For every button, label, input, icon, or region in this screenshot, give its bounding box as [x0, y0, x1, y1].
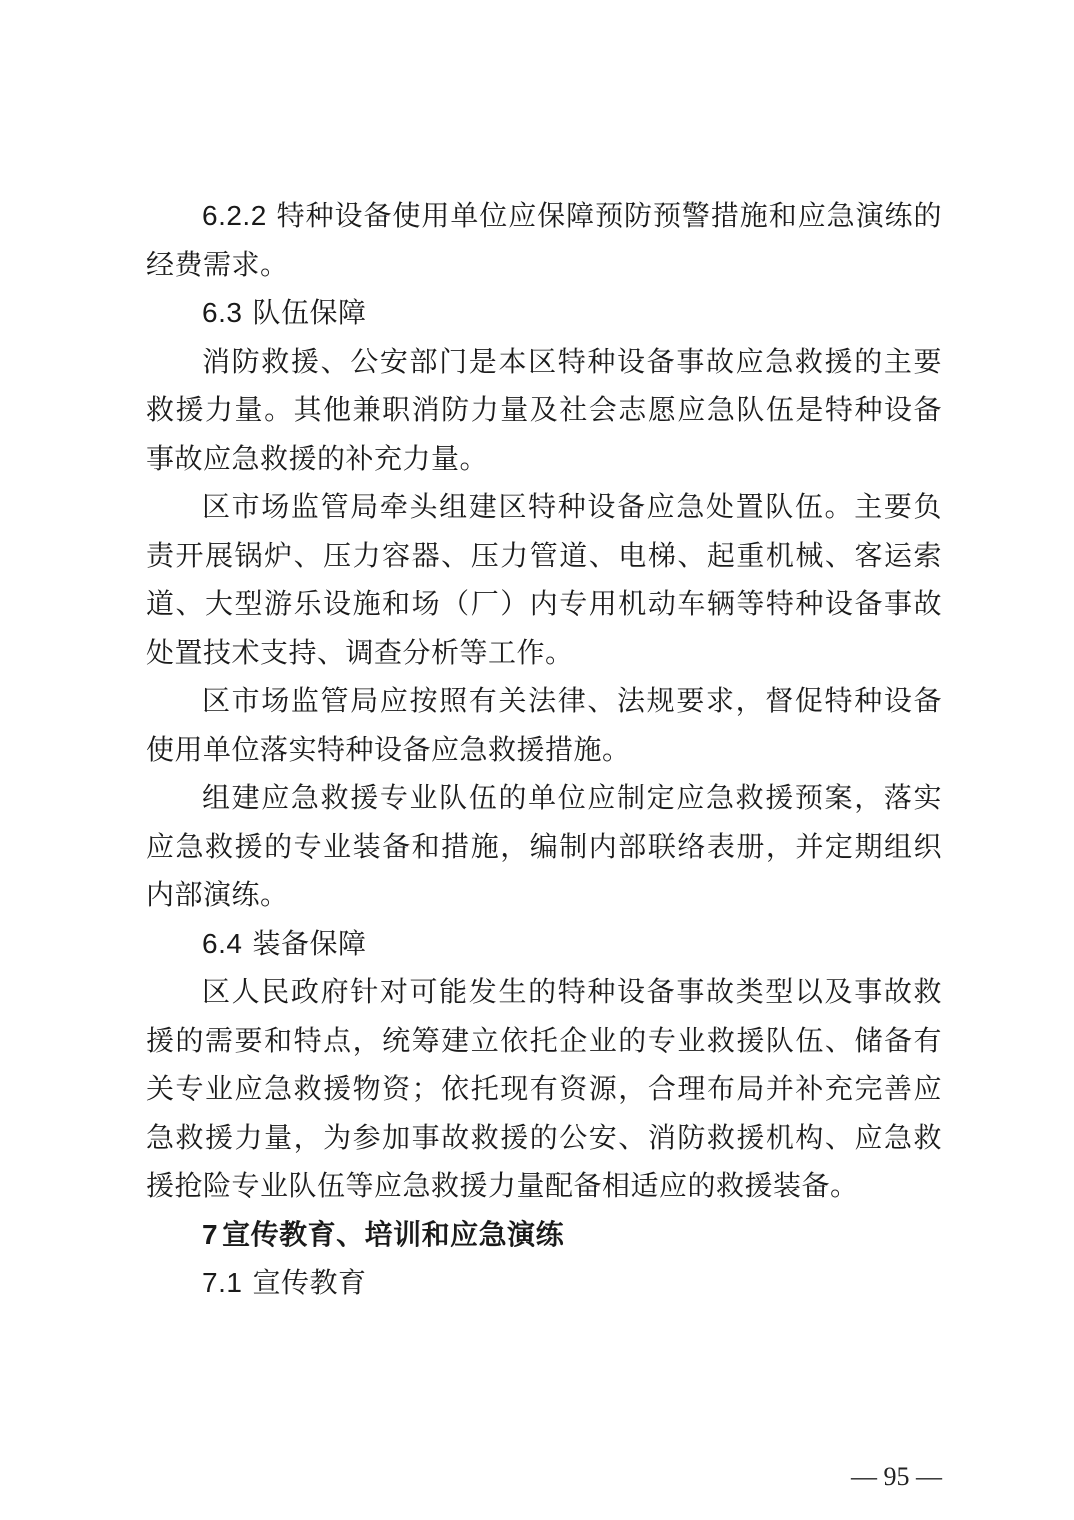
paragraph-equipment: 区人民政府针对可能发生的特种设备事故类型以及事故救援的需要和特点，统筹建立依托企业的专业救援队伍、储备有关专业应急救援物资；依托现有资源，合理布局并补充完善应急救援力量，为参加事故救援的公安、消防救援机构、应急救援抢险专业队伍等应急救援力量配备相适应的救援装备。 [146, 975, 942, 1202]
section-title: 装备保障 [252, 926, 367, 960]
section-title: 宣传教育、培训和应急演练 [222, 1217, 565, 1251]
paragraph-professional-team: 组建应急救援专业队伍的单位应制定应急救援预案，落实应急救援的专业装备和措施，编制内部联络表册，并定期组织内部演练。 [146, 781, 942, 911]
section-title: 宣传教育 [252, 1266, 367, 1299]
section-number: 6.2.2 [202, 200, 267, 231]
paragraph-disposal-team: 区市场监管局牵头组建区特种设备应急处置队伍。主要负责开展锅炉、压力容器、压力管道、电梯、起重机械、客运索道、大型游乐设施和场（厂）内专用机动车辆等特种设备事故处置技术支持、调查分析等工作。 [146, 490, 942, 669]
paragraph-rescue-forces: 消防救援、公安部门是本区特种设备事故应急救援的主要救援力量。其他兼职消防力量及社会志愿应急队伍是特种设备事故应急救援的补充力量。 [146, 344, 942, 475]
paragraph-6-2-2 [146, 192, 942, 289]
section-number: 6.3 [202, 297, 243, 328]
section-number: 7.1 [202, 1267, 243, 1298]
heading-7 [146, 1211, 942, 1260]
page-number: — 95 — [851, 1462, 942, 1491]
section-title: 队伍保障 [252, 296, 367, 329]
page-body [146, 192, 942, 1308]
heading-7-1 [146, 1259, 942, 1308]
heading-6-4 [146, 920, 942, 969]
paragraph-supervision: 区市场监管局应按照有关法律、法规要求，督促特种设备使用单位落实特种设备应急救援措施。 [146, 684, 942, 766]
paragraph-text: 特种设备使用单位应保障预防预警措施和应急演练的经费需求。 [146, 199, 942, 281]
heading-6-3 [146, 289, 942, 338]
section-number: 6.4 [202, 927, 243, 959]
section-number: 7 [202, 1218, 219, 1250]
